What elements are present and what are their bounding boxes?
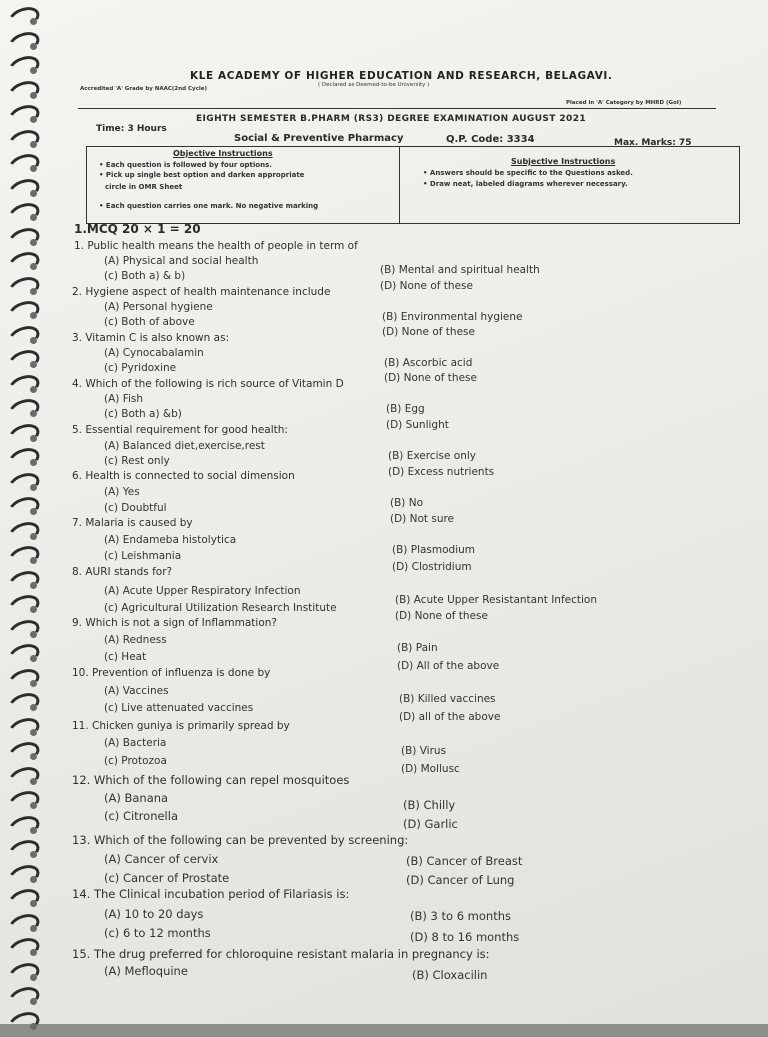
spiral-coil [6,101,43,131]
option-c: (c) Live attenuated vaccines [104,702,254,714]
spiral-coil [6,910,43,940]
option-a: (A) 10 to 20 days [104,907,204,921]
punch-hole [30,190,37,197]
punch-hole [30,141,37,148]
objective-instruction-3: circle in OMR Sheet [105,183,183,191]
spiral-coil [6,77,43,107]
question-text: 7. Malaria is caused by [72,517,193,529]
spiral-coil [6,420,43,450]
punch-hole [30,802,37,809]
option-c: (c) Agricultural Utilization Research Institute [104,602,337,614]
spiral-coil [6,1008,43,1037]
spiral-coil [6,224,43,254]
punch-hole [30,386,37,393]
option-a: (A) Personal hygiene [104,301,213,313]
spiral-coil [6,787,43,817]
option-d: (D) None of these [382,326,475,338]
punch-hole [30,239,37,246]
question-text: 15. The drug preferred for chloroquine resistant malaria in pregnancy is: [72,947,490,961]
option-b: (B) Pain [397,642,438,654]
question-text: 5. Essential requirement for good health: [72,424,288,436]
subjective-instructions-heading: Subjective Instructions [511,157,616,166]
option-a: (A) Balanced diet,exercise,rest [104,440,265,452]
punch-hole [30,974,37,981]
punch-hole [30,67,37,74]
punch-hole [30,680,37,687]
punch-hole [30,43,37,50]
spiral-coil [6,126,43,156]
question-text: 8. AURI stands for? [72,566,173,578]
spiral-binding [0,0,40,1024]
option-b: (B) No [390,497,424,509]
objective-instruction-4: • Each question carries one mark. No negative marking [99,202,319,210]
option-c: (c) Both a) & b) [104,270,186,282]
punch-hole [30,459,37,466]
option-d: (D) Excess nutrients [388,466,495,478]
option-d: (D) None of these [395,610,488,622]
option-a: (A) Bacteria [104,737,167,749]
spiral-coil [6,248,43,278]
spiral-coil [6,346,43,376]
spiral-coil [6,493,43,523]
question-text: 11. Chicken guniya is primarily spread by [72,720,290,732]
punch-hole [30,753,37,760]
exam-time: Time: 3 Hours [96,124,167,134]
spiral-coil [6,52,43,82]
spiral-coil [6,567,43,597]
spiral-coil [6,28,43,58]
instructions-divider [399,147,400,223]
punch-hole [30,925,37,932]
punch-hole [30,704,37,711]
punch-hole [30,484,37,491]
punch-hole [30,606,37,613]
option-a: (A) Endameba histolytica [104,534,237,546]
max-marks: Max. Marks: 75 [614,138,692,148]
punch-hole [30,778,37,785]
subjective-instruction-2: • Draw neat, labeled diagrams wherever necessary. [423,180,628,188]
option-d: (D) Mollusc [401,763,460,775]
option-c: (c) Leishmania [104,550,182,562]
question-text: 12. Which of the following can repel mosquitoes [72,773,350,787]
spiral-coil [6,836,43,866]
punch-hole [30,900,37,907]
option-c: (c) Citronella [104,809,178,823]
header-divider [78,108,716,109]
punch-hole [30,410,37,417]
option-b: (B) Plasmodium [392,544,476,556]
option-a: (A) Cancer of cervix [104,852,219,866]
spiral-coil [6,885,43,915]
option-d: (D) None of these [380,280,473,292]
question-text: 14. The Clinical incubation period of Filariasis is: [72,887,350,901]
punch-hole [30,533,37,540]
option-b: (B) Virus [401,745,447,757]
punch-hole [30,949,37,956]
spiral-coil [6,861,43,891]
spiral-coil [6,469,43,499]
spiral-coil [6,518,43,548]
objective-instruction-2: • Pick up single best option and darken appropriate [99,171,305,179]
option-d: (D) All of the above [397,660,500,672]
option-a: (A) Vaccines [104,685,169,697]
option-d: (D) Cancer of Lung [406,873,515,887]
option-a: (A) Yes [104,486,140,498]
spiral-coil [6,297,43,327]
punch-hole [30,18,37,25]
punch-hole [30,312,37,319]
question-text: 10. Prevention of influenza is done by [72,667,271,679]
category-note: Placed in 'A' Category by MHRD (GoI) [566,100,682,106]
spiral-coil [6,812,43,842]
spiral-coil [6,959,43,989]
punch-hole [30,876,37,883]
spiral-coil [6,714,43,744]
punch-hole [30,827,37,834]
question-text: 13. Which of the following can be prevented by screening: [72,833,409,847]
objective-instructions-heading: Objective Instructions [173,149,273,158]
question-text: 2. Hygiene aspect of health maintenance include [72,286,331,298]
option-b: (B) 3 to 6 months [410,909,511,923]
option-b: (B) Egg [386,403,425,415]
option-a: (A) Acute Upper Respiratory Infection [104,585,301,597]
option-c: (c) Pyridoxine [104,362,177,374]
option-c: (c) 6 to 12 months [104,926,211,940]
spiral-coil [6,273,43,303]
option-a: (A) Cynocabalamin [104,347,204,359]
option-c: (c) Doubtful [104,502,167,514]
spiral-coil [6,689,43,719]
spiral-coil [6,616,43,646]
option-d: (D) None of these [384,372,477,384]
punch-hole [30,582,37,589]
punch-hole [30,214,37,221]
spiral-coil [6,763,43,793]
subject-name: Social & Preventive Pharmacy [234,133,404,144]
option-d: (D) Sunlight [386,419,449,431]
punch-hole [30,361,37,368]
option-b: (B) Exercise only [388,450,476,462]
option-b: (B) Mental and spiritual health [380,264,540,276]
deemed-university-note: ( Declared as Deemed-to-be University ) [318,82,430,88]
option-c: (c) Both a) &b) [104,408,182,420]
option-d: (D) Not sure [390,513,455,525]
punch-hole [30,631,37,638]
spiral-coil [6,3,43,33]
punch-hole [30,337,37,344]
punch-hole [30,288,37,295]
punch-hole [30,851,37,858]
question-text: 9. Which is not a sign of Inflammation? [72,617,277,629]
spiral-coil [6,934,43,964]
option-b: (B) Cancer of Breast [406,854,523,868]
objective-instruction-1: • Each question is followed by four options. [99,161,272,169]
spiral-coil [6,395,43,425]
spiral-coil [6,665,43,695]
punch-hole [30,165,37,172]
spiral-coil [6,199,43,229]
spiral-coil [6,444,43,474]
option-c: (c) Cancer of Prostate [104,871,230,885]
question-text: 4. Which of the following is rich source of Vitamin D [72,378,344,390]
option-d: (D) 8 to 16 months [410,930,520,944]
punch-hole [30,435,37,442]
spiral-coil [6,640,43,670]
punch-hole [30,263,37,270]
punch-hole [30,998,37,1005]
option-c: (c) Heat [104,651,147,663]
institution-name: KLE ACADEMY OF HIGHER EDUCATION AND RESEARCH, BELAGAVI. [190,70,613,82]
punch-hole [30,655,37,662]
spiral-coil [6,371,43,401]
spiral-coil [6,542,43,572]
spiral-coil [6,591,43,621]
option-a: (A) Banana [104,791,169,805]
punch-hole [30,116,37,123]
punch-hole [30,508,37,515]
instructions-box [86,146,740,224]
option-d: (D) all of the above [399,711,501,723]
option-b: (B) Killed vaccines [399,693,496,705]
option-d: (D) Clostridium [392,561,472,573]
spiral-coil [6,175,43,205]
punch-hole [30,557,37,564]
exam-title: EIGHTH SEMESTER B.PHARM (RS3) DEGREE EXAMINATION AUGUST 2021 [196,114,587,124]
option-b: (B) Ascorbic acid [384,357,473,369]
option-b: (B) Chilly [403,798,456,812]
section-heading: 1.MCQ 20 × 1 = 20 [74,222,201,236]
spiral-coil [6,738,43,768]
subjective-instruction-1: • Answers should be specific to the Questions asked. [423,169,633,177]
option-c: (c) Rest only [104,455,170,467]
option-b: (B) Acute Upper Resistantant Infection [395,594,598,606]
option-c: (c) Both of above [104,316,195,328]
option-a: (A) Fish [104,393,144,405]
punch-hole [30,729,37,736]
spiral-coil [6,150,43,180]
question-text: 1. Public health means the health of people in term of [74,240,358,252]
accreditation-note: Accredited 'A' Grade by NAAC(2nd Cycle) [80,86,208,92]
option-c: (c) Protozoa [104,755,167,767]
question-text: 6. Health is connected to social dimension [72,470,295,482]
option-a: (A) Physical and social health [104,255,259,267]
option-b: (B) Cloxacilin [412,968,488,982]
option-a: (A) Mefloquine [104,964,188,978]
option-d: (D) Garlic [403,817,458,831]
punch-hole [30,92,37,99]
spiral-coil [6,983,43,1013]
option-a: (A) Redness [104,634,167,646]
option-b: (B) Environmental hygiene [382,311,523,323]
question-text: 3. Vitamin C is also known as: [72,332,230,344]
spiral-coil [6,322,43,352]
qp-code: Q.P. Code: 3334 [446,134,535,145]
